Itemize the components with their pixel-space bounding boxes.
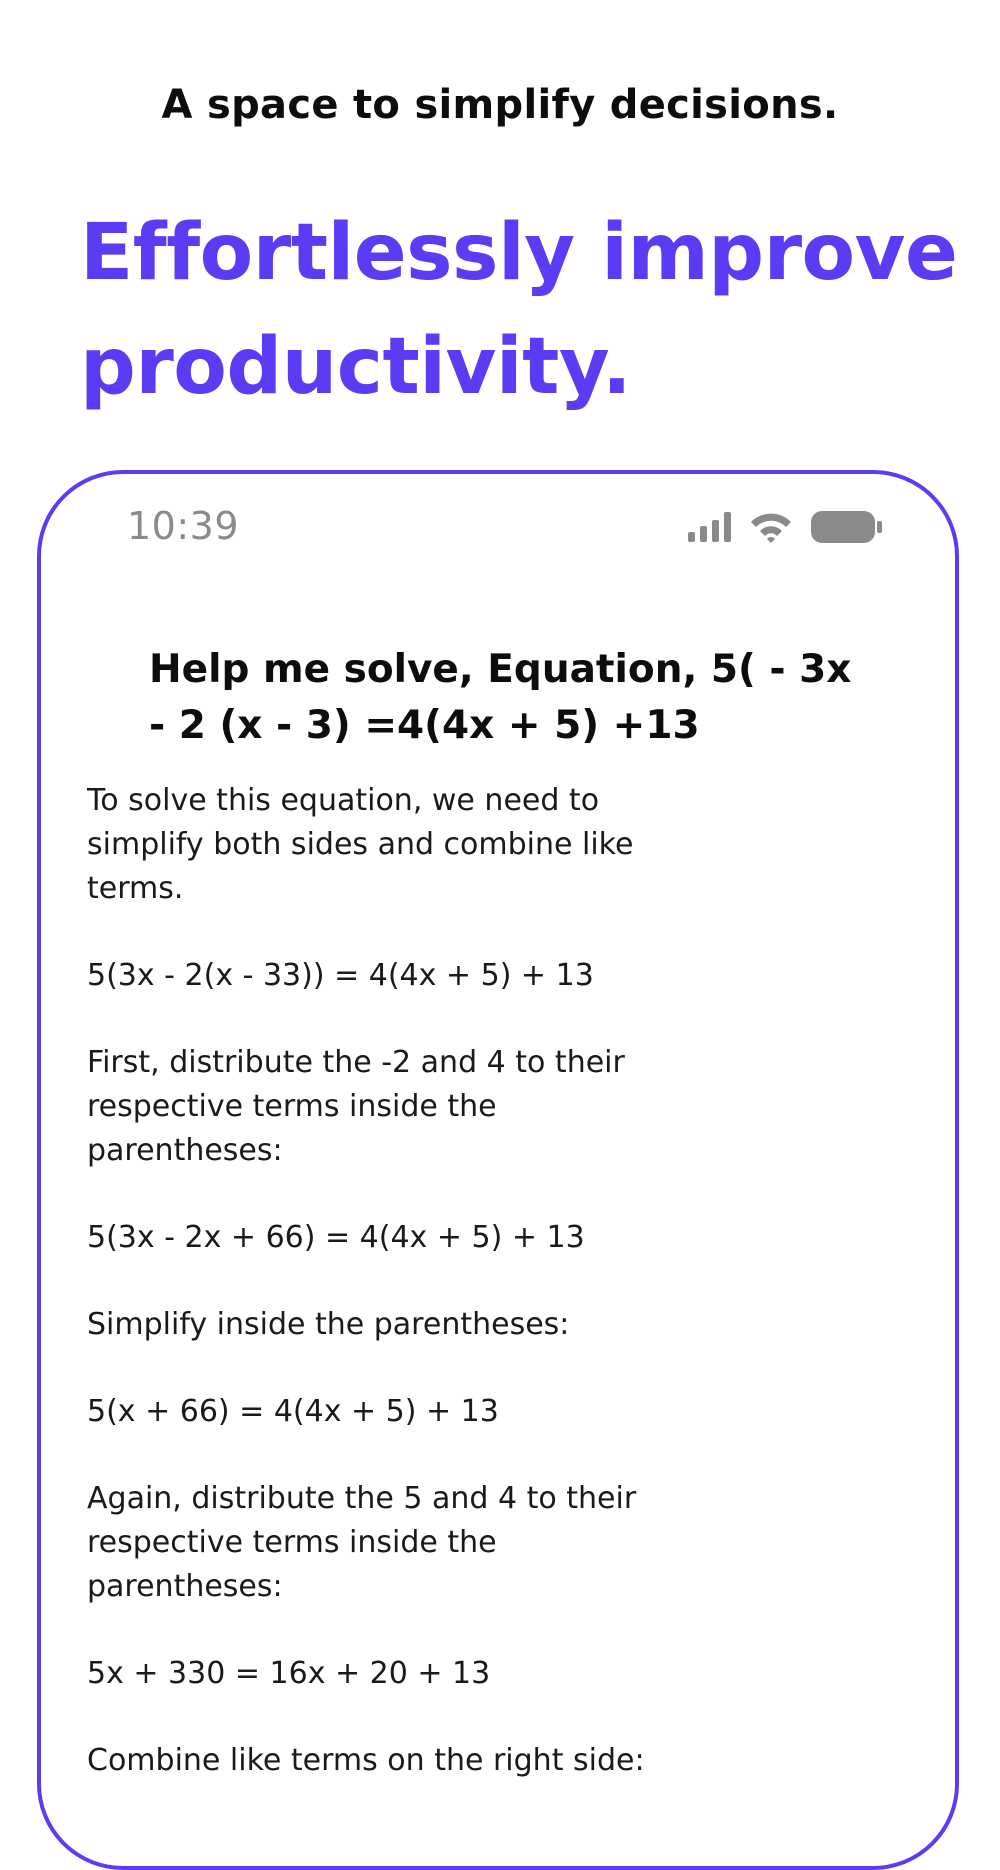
answer-paragraph: 5(x + 66) = 4(4x + 5) + 13 <box>87 1394 499 1429</box>
phone-mockup <box>37 470 959 1870</box>
headline <box>80 196 980 424</box>
question-text: Help me solve, Equation, 5( - 3x - 2 (x - 3) =4(4x + 5) +13 <box>149 647 852 748</box>
headline-line-2: productivity. <box>80 322 632 412</box>
answer-paragraph: First, distribute the -2 and 4 to their respective terms inside the parentheses: <box>87 1045 625 1168</box>
answer-body <box>87 779 687 1826</box>
answer-paragraph: Simplify inside the parentheses: <box>87 1307 570 1342</box>
answer-paragraph: Again, distribute the 5 and 4 to their respective terms inside the parentheses: <box>87 1481 637 1604</box>
status-icons <box>688 510 883 544</box>
signal-icon <box>688 512 731 542</box>
answer-paragraph: 5(3x - 2(x - 33)) = 4(4x + 5) + 13 <box>87 958 594 993</box>
wifi-icon <box>749 511 793 543</box>
tagline: A space to simplify decisions. <box>161 82 839 128</box>
headline-line-1: Effortlessly improve <box>80 208 958 298</box>
answer-paragraph: To solve this equation, we need to simplify both sides and combine like terms. <box>87 783 634 906</box>
status-time: 10:39 <box>127 504 240 548</box>
answer-paragraph: Combine like terms on the right side: <box>87 1743 645 1778</box>
answer-paragraph: 5(3x - 2x + 66) = 4(4x + 5) + 13 <box>87 1220 585 1255</box>
answer-paragraph: 5x + 330 = 16x + 20 + 13 <box>87 1656 491 1691</box>
battery-icon <box>811 510 883 544</box>
